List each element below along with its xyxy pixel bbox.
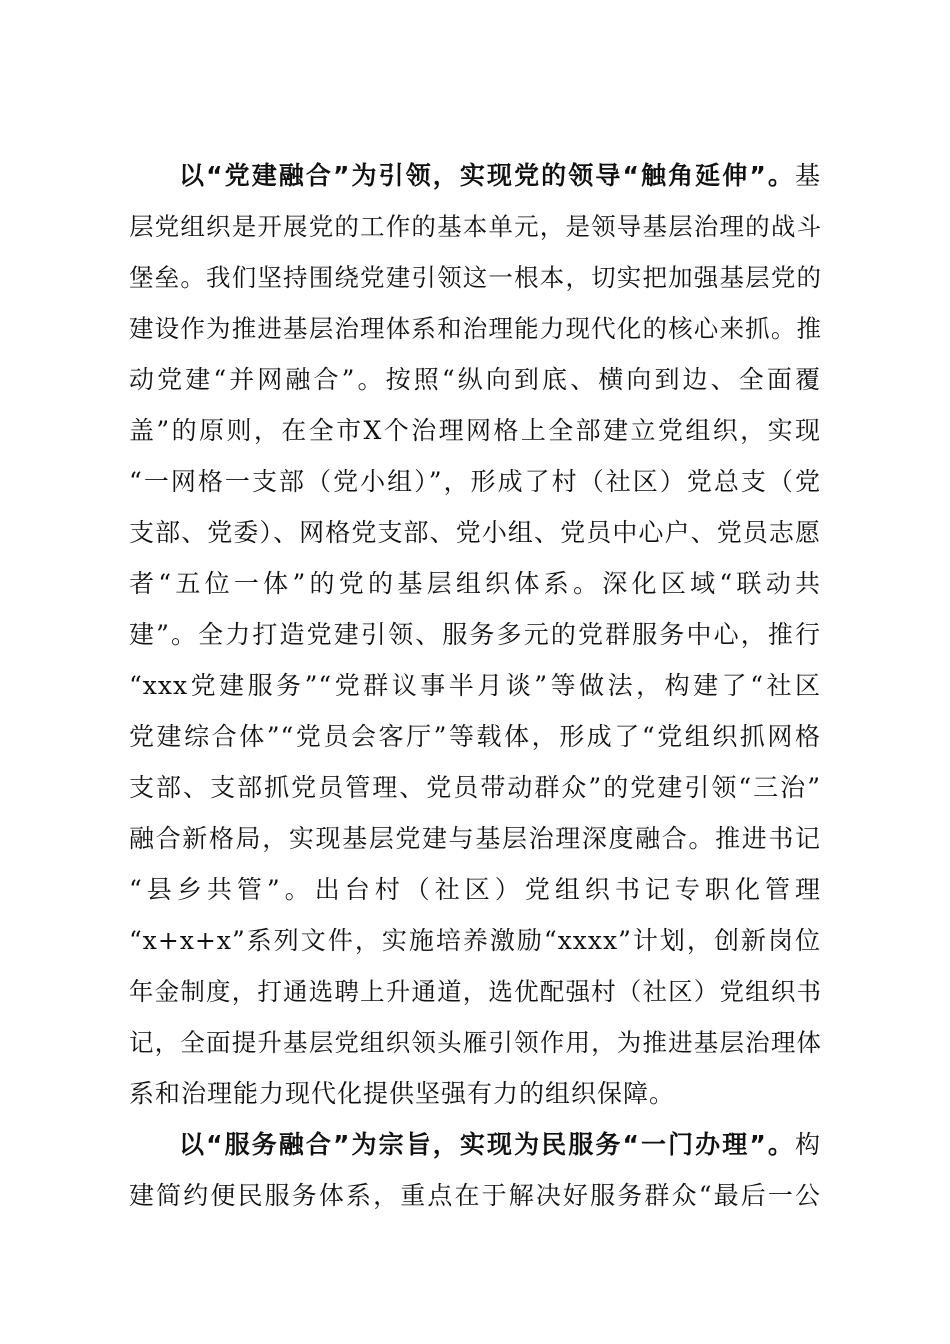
paragraph-1-line: 堡垒。我们坚持围绕党建引领这一根本，切实把加强基层党的 [129,263,821,292]
paragraph-1-line: 记，全面提升基层党组织领头雁引领作用，为推进基层治理体 [129,1028,821,1057]
paragraph-1-line: “一网格一支部（党小组）”，形成了村（社区）党总支（党 [129,467,821,496]
paragraph-1-line: 层党组织是开展党的工作的基本单元，是领导基层治理的战斗 [129,212,821,241]
paragraph-1-first-line-tail: 基 [794,161,821,190]
paragraph-1-line: “县乡共管”。出台村（社区）党组织书记专职化管理 [129,875,821,904]
paragraph-1-line: 年金制度，打通选聘上升通道，选优配强村（社区）党组织书 [129,977,821,1006]
paragraph-1-line: “xxx党建服务”“党群议事半月谈”等做法，构建了“社区 [129,671,821,700]
paragraph-2-line: 建简约便民服务体系，重点在于解决好服务群众“最后一公 [129,1181,821,1210]
paragraph-1-line: 动党建“并网融合”。按照“纵向到底、横向到边、全面覆 [129,365,821,394]
paragraph-1-line: 支部、支部抓党员管理、党员带动群众”的党建引领“三治” [129,773,821,802]
paragraph-1-line: 党建综合体”“党员会客厅”等载体，形成了“党组织抓网格 [129,722,821,751]
paragraph-1-heading: 以“党建融合”为引领，实现党的领导“触角延伸”。 [179,161,795,190]
paragraph-1-line: 者“五位一体”的党的基层组织体系。深化区域“联动共 [129,569,821,598]
paragraph-2-first-line-tail: 构 [794,1130,821,1159]
paragraph-1-line: 盖”的原则，在全市X个治理网格上全部建立党组织，实现 [129,416,821,445]
paragraph-1-first-line [179,156,821,196]
paragraph-2-heading: 以“服务融合”为宗旨，实现为民服务“一门办理”。 [179,1130,795,1159]
paragraph-1-line: 支部、党委）、网格党支部、党小组、党员中心户、党员志愿 [129,518,821,547]
paragraph-1-line: “x+x+x”系列文件，实施培养激励“xxxx”计划，创新岗位 [129,926,821,955]
paragraph-1-line: 建设作为推进基层治理体系和治理能力现代化的核心来抓。推 [129,314,821,343]
paragraph-1-last-line: 系和治理能力现代化提供坚强有力的组织保障。 [129,1079,676,1108]
paragraph-1-line: 建”。全力打造党建引领、服务多元的党群服务中心，推行 [129,620,821,649]
paragraph-1-line: 融合新格局，实现基层党建与基层治理深度融合。推进书记 [129,824,821,853]
paragraph-2-first-line [179,1125,821,1165]
